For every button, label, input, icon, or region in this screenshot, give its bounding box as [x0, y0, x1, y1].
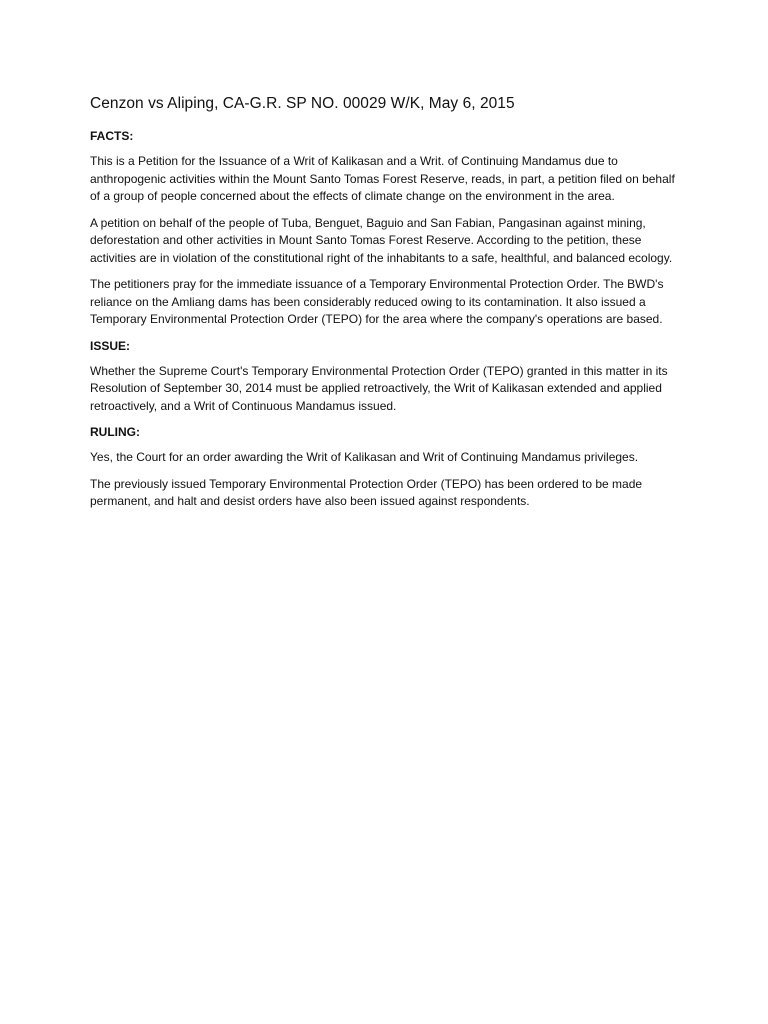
ruling-paragraph: Yes, the Court for an order awarding the Writ of Kalikasan and Writ of Continuing Mandamus privileges. — [90, 450, 639, 464]
facts-heading: FACTS: — [90, 129, 134, 143]
issue-paragraph: Whether the Supreme Court's Temporary Environmental Protection Order (TEPO) granted in this matter in its Resolution of September 30, 2014 must be applied retroactively, the Writ of Kalikasan extended and applied retroactively, and a Writ of Continuous Mandamus issued. — [90, 363, 668, 413]
document-body — [90, 94, 680, 520]
ruling-paragraph: The previously issued Temporary Environmental Protection Order (TEPO) has been ordered to be made permanent, and halt and desist orders have also been issued against respondents. — [90, 476, 643, 508]
ruling-heading: RULING: — [90, 425, 140, 439]
facts-paragraph: The petitioners pray for the immediate issuance of a Temporary Environmental Protection Order. The BWD's reliance on the Amliang dams has been considerably reduced owing to its contamination. It also issued a Temporary Environmental Protection Order (TEPO) for the area where the company's operations are based. — [90, 277, 664, 326]
document-title: Cenzon vs Aliping, CA-G.R. SP NO. 00029 W/K, May 6, 2015 — [90, 95, 515, 112]
issue-heading: ISSUE: — [90, 338, 131, 353]
facts-paragraph: A petition on behalf of the people of Tuba, Benguet, Baguio and San Fabian, Pangasinan against mining, deforestation and other activities in Mount Santo Tomas Forest Reserve. According to the petition, these activities are in violation of the constitutional right of the inhabitants to a safe, healthful, and balanced ecology. — [90, 215, 673, 265]
facts-paragraph: This is a Petition for the Issuance of a Writ of Kalikasan and a Writ. of Continuing Mandamus due to anthropogenic activities within the Mount Santo Tomas Forest Reserve, reads, in part, a petition filed on behalf of a group of people concerned about the effects of climate change on the environment in the area. — [90, 154, 675, 203]
